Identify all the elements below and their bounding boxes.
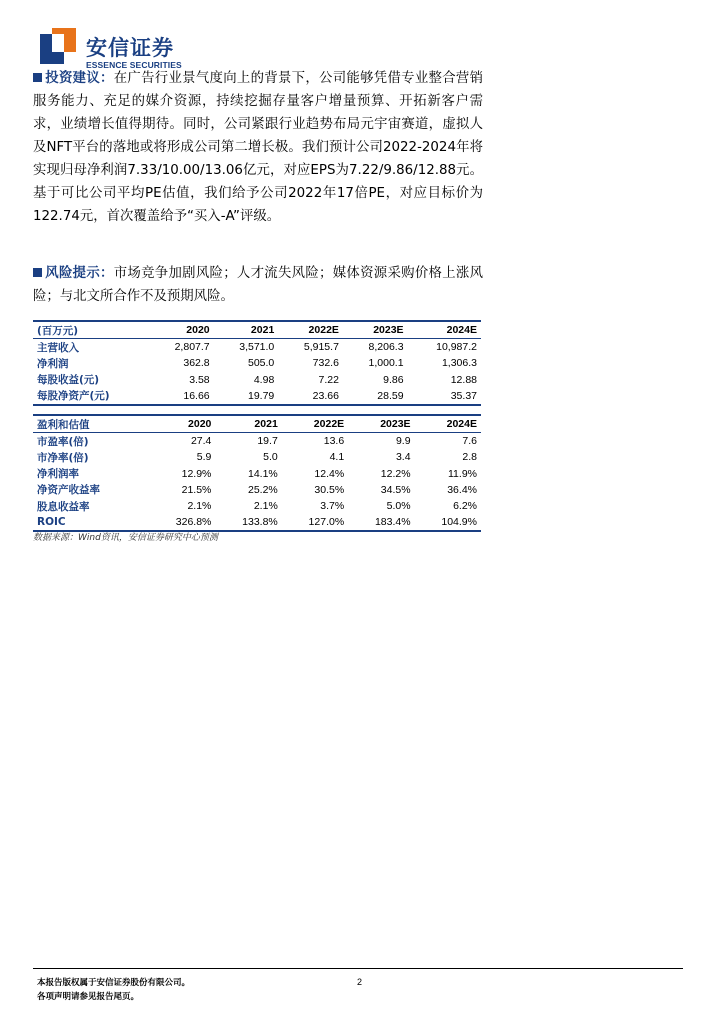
table-cell: 12.4% xyxy=(314,467,345,480)
table-cell: 7.6 xyxy=(462,435,477,448)
table-cell: 3.4 xyxy=(395,451,411,464)
footer-divider xyxy=(33,968,683,969)
row-label: 净利润 xyxy=(37,357,69,370)
table-cell: 12.88 xyxy=(450,373,477,386)
table-cell: 9.86 xyxy=(383,373,404,386)
row-label: 净资产收益率 xyxy=(37,484,100,497)
table-header-cell: (百万元) xyxy=(33,321,149,339)
logo-english-name: ESSENCE SECURITIES xyxy=(86,60,182,70)
row-label: 每股收益(元) xyxy=(37,374,100,387)
table-cell: 5.0 xyxy=(263,451,278,464)
table-cell: 19.7 xyxy=(257,435,278,448)
data-source-note: 数据来源：Wind资讯，安信证券研究中心预测 xyxy=(33,533,218,543)
table-cell: 12.2% xyxy=(380,467,411,480)
table-cell: 11.9% xyxy=(448,467,477,480)
investment-recommendation xyxy=(33,67,483,228)
table-cell: 13.6 xyxy=(323,435,345,448)
table-header-cell: 2023E xyxy=(348,415,414,433)
table-header-cell: 2023E xyxy=(343,321,408,339)
table-header-cell: 2021 xyxy=(215,415,281,433)
table-cell: 3.7% xyxy=(320,500,345,513)
table-cell: 36.4% xyxy=(447,483,477,496)
table-cell: 10,987.2 xyxy=(436,341,477,354)
row-label: 市盈率(倍) xyxy=(37,435,89,448)
logo-chinese-name: 安信证券 xyxy=(86,36,174,60)
table-cell: 6.2% xyxy=(453,500,477,513)
table-row xyxy=(33,482,481,498)
table-cell: 2.1% xyxy=(253,500,278,513)
table-cell: 3.58 xyxy=(189,373,210,386)
footer-copyright: 本报告版权属于安信证券股份有限公司。 xyxy=(37,978,191,988)
table-row xyxy=(33,339,481,356)
table-cell: 28.59 xyxy=(343,388,408,405)
table-header-cell: 2024E xyxy=(408,321,481,339)
table-cell: 183.4% xyxy=(348,514,414,531)
page-number: 2 xyxy=(357,977,363,987)
row-label: 股息收益率 xyxy=(37,500,90,513)
table-row xyxy=(33,372,481,388)
table-row xyxy=(33,449,481,465)
table-cell: 25.2% xyxy=(248,483,278,496)
table-cell: 505.0 xyxy=(248,357,275,370)
table-cell: 5.9 xyxy=(196,451,212,464)
table-cell: 1,306.3 xyxy=(441,357,477,370)
table-row xyxy=(33,355,481,371)
bullet-square-icon xyxy=(33,73,42,82)
investment-heading: 投资建议： xyxy=(45,71,114,86)
table-cell: 104.9% xyxy=(415,514,481,531)
table-cell: 34.5% xyxy=(380,483,411,496)
table-cell: 2.1% xyxy=(187,500,212,513)
table-cell: 4.1 xyxy=(329,451,345,464)
table-cell: 326.8% xyxy=(149,514,215,531)
table-cell: 30.5% xyxy=(314,483,345,496)
bullet-square-icon xyxy=(33,268,42,277)
investment-text: 在广告行业景气度向上的背景下，公司能够凭借专业整合营销服务能力、充足的媒介资源，持续挖掘存量客户增量预算、开拓新客户需求，业绩增长值得期待。同时，公司紧跟行业趋势布局元宇宙赛道，虚拟人及NFT平台的落地或将形成公司第二增长极。我们预计公司2022-2024年将实现归母净利润7.33/10.00/13.06亿元，对应EPS为7.22/9.86/12.88元。基于可比公司平均PE估值，我们给予公司2022年17倍PE，对应目标价为122.74元，首次覆盖给予“买入-A”评级。 xyxy=(33,71,483,224)
table-header-cell: 2022E xyxy=(278,321,343,339)
row-label: 每股净资产(元) xyxy=(33,388,149,405)
table-cell: 5,915.7 xyxy=(303,341,339,354)
table-cell: 14.1% xyxy=(248,467,278,480)
risk-text: 市场竞争加剧风险；人才流失风险；媒体资源采购价格上涨风险；与北文所合作不及预期风险。 xyxy=(33,266,483,304)
footer-disclaimer: 各项声明请参见报告尾页。 xyxy=(37,992,140,1002)
valuation-table xyxy=(33,414,481,532)
table-cell: 35.37 xyxy=(408,388,481,405)
financial-summary-table xyxy=(33,320,481,406)
table-cell: 362.8 xyxy=(183,357,210,370)
table-row xyxy=(33,466,481,482)
table-cell: 27.4 xyxy=(190,435,212,448)
table-cell: 8,206.3 xyxy=(368,341,404,354)
table-row xyxy=(33,388,481,405)
table-header-cell: 2020 xyxy=(149,321,214,339)
table-cell: 5.0% xyxy=(386,500,411,513)
row-label: 市净率(倍) xyxy=(37,451,89,464)
table-cell: 16.66 xyxy=(149,388,214,405)
table-cell: 19.79 xyxy=(214,388,279,405)
table-cell: 23.66 xyxy=(278,388,343,405)
table-cell: 133.8% xyxy=(215,514,281,531)
table-row xyxy=(33,433,481,450)
table-cell: 732.6 xyxy=(312,357,339,370)
table-header-cell: 2020 xyxy=(149,415,215,433)
table-header-cell: 2024E xyxy=(415,415,481,433)
table-cell: 2.8 xyxy=(462,451,477,464)
table-header-cell: 2022E xyxy=(282,415,348,433)
table-cell: 12.9% xyxy=(181,467,212,480)
essence-logo-icon xyxy=(40,28,76,64)
table-cell: 4.98 xyxy=(253,373,275,386)
table-header-row xyxy=(33,321,481,339)
risk-warning xyxy=(33,262,483,308)
risk-heading: 风险提示： xyxy=(45,266,114,281)
table-cell: 2,807.7 xyxy=(174,341,210,354)
table-cell: 127.0% xyxy=(282,514,348,531)
row-label: 净利润率 xyxy=(37,468,79,481)
table-header-cell: 2021 xyxy=(214,321,279,339)
table-header-row xyxy=(33,415,481,433)
table-cell: 7.22 xyxy=(318,373,339,386)
table-row xyxy=(33,514,481,531)
row-label: 主营收入 xyxy=(37,341,79,354)
table-header-cell: 盈利和估值 xyxy=(33,415,149,433)
table-cell: 1,000.1 xyxy=(368,357,404,370)
table-cell: 9.9 xyxy=(395,435,411,448)
table-cell: 21.5% xyxy=(181,483,212,496)
table-row xyxy=(33,498,481,514)
table-cell: 3,571.0 xyxy=(239,341,275,354)
row-label: ROIC xyxy=(33,514,149,531)
